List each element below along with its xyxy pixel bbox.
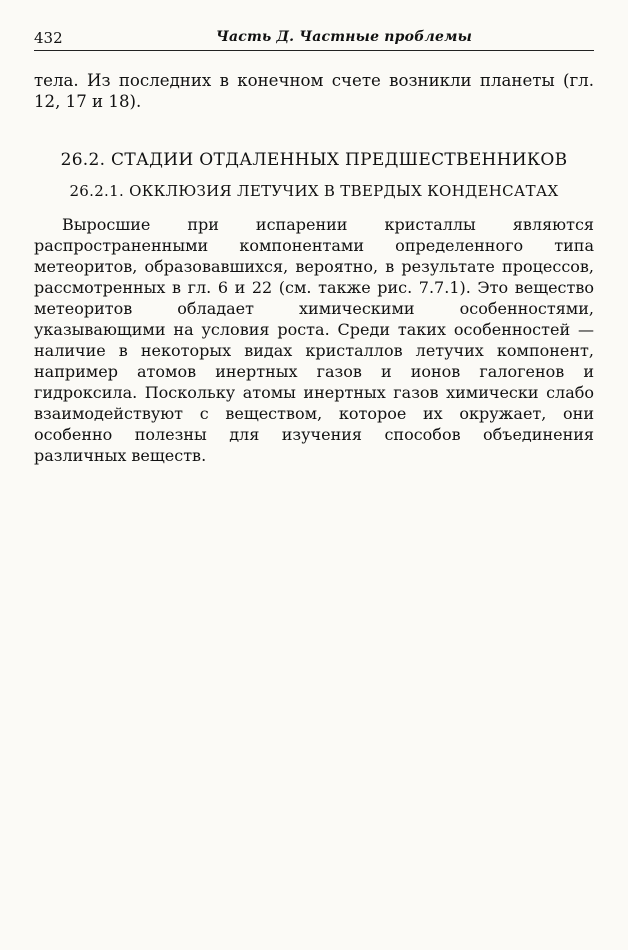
subsection-title: 26.2.1. ОККЛЮЗИЯ ЛЕТУЧИХ В ТВЕРДЫХ КОНДЕНСАТАХ <box>69 182 559 200</box>
continuation-text: тела. Из последних в конечном счете возникли планеты (гл. 12, 17 и 18). <box>34 71 594 111</box>
section-title: 26.2. СТАДИИ ОТДАЛЕННЫХ ПРЕДШЕСТВЕННИКОВ <box>60 150 568 170</box>
paragraph-text: Выросшие при испарении кристаллы являются распространенными компонентами определенного типа метеоритов, образовавшихся, вероятно, в результате процессов, рассмотренных в гл. 6 и 22 (см. также рис. 7.7.1). Это вещество метеоритов обладает химическими особенностями, указывающими на условия роста. Среди таких особенностей — наличие в некоторых видах кристаллов летучих компонент, например атомов инертных газов и ионов галогенов и гидроксила. Поскольку атомы инертных газов химически слабо взаимодействуют с веществом, которое их окружает, они особенно полезны для изучения способов объединения различных веществ. <box>34 215 594 465</box>
paragraph <box>34 214 594 466</box>
running-head: Часть Д. Частные проблемы <box>215 29 473 45</box>
page-header <box>34 26 594 51</box>
page-number: 432 <box>34 29 63 47</box>
